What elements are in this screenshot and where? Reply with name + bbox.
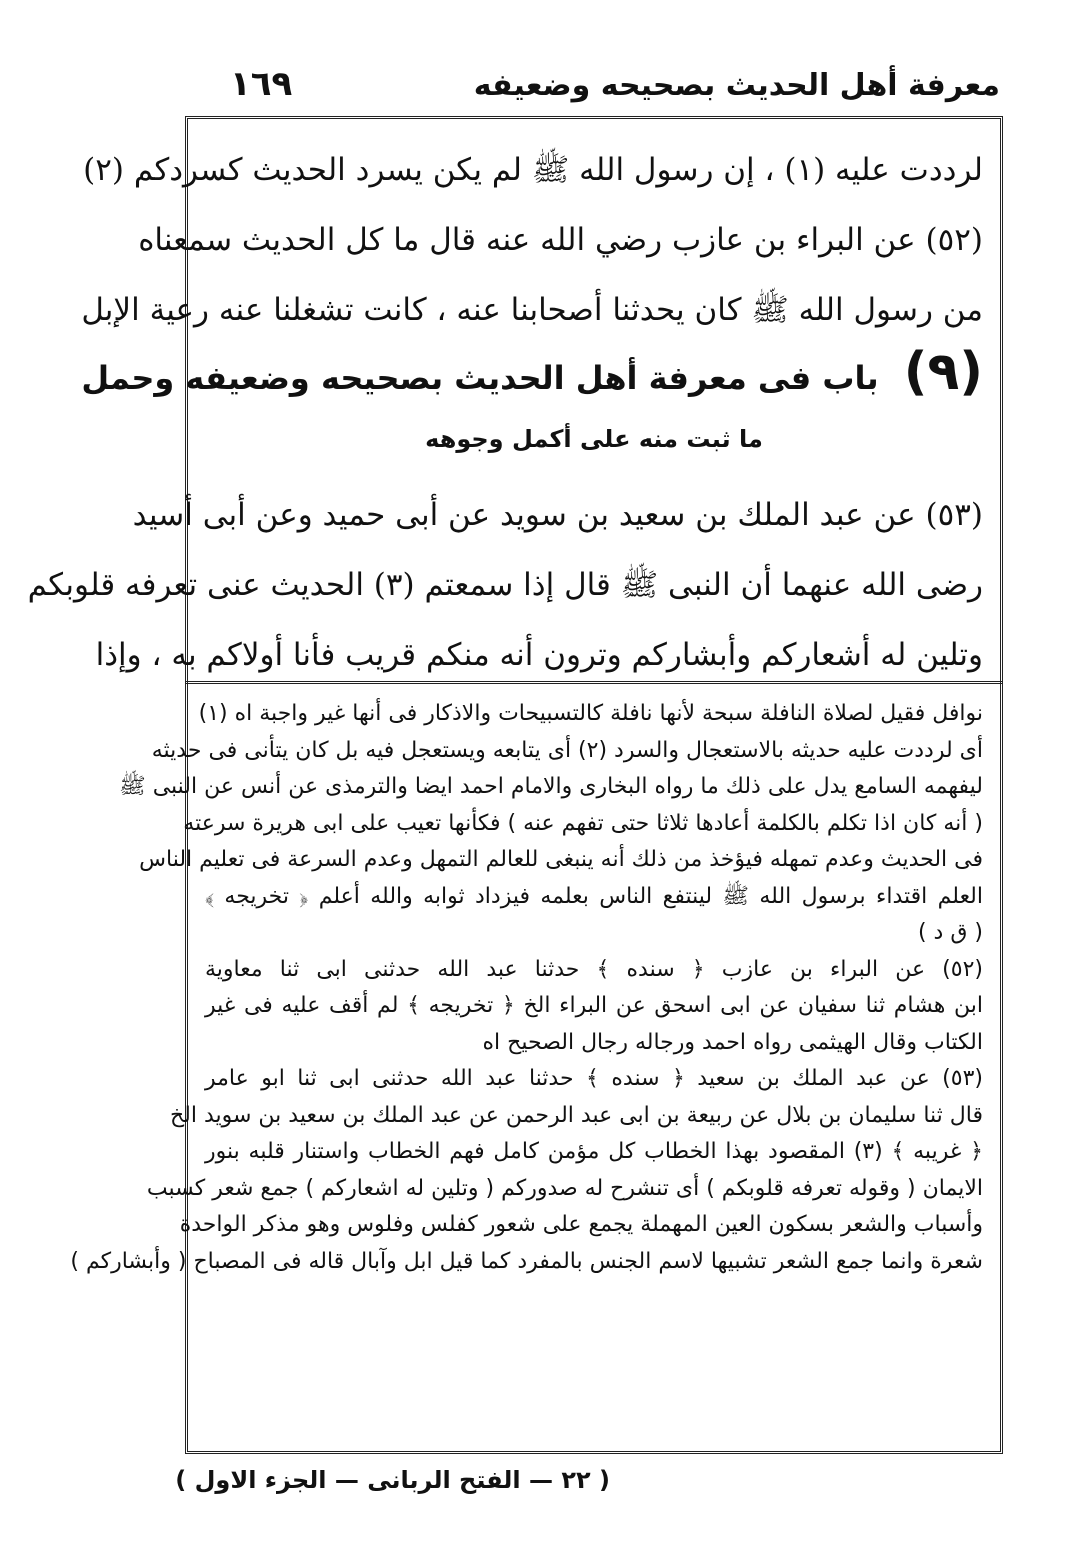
chapter-heading-line — [81, 335, 983, 415]
main-text-bottom — [27, 480, 983, 690]
chapter-number: (٩) — [903, 342, 983, 402]
footnote-line: فى الحديث وعدم تمهله فيؤخذ من ذلك أنه ينبغى للعالم التمهل وعدم السرعة فى تعليم الناس — [139, 847, 983, 872]
footnote-line: الكتاب وقال الهيثمى رواه احمد ورجاله رجال الصحيح اه — [482, 1029, 983, 1055]
main-line: لرددت عليه (١) ، إن رسول الله ﷺ لم يكن يسرد الحديث كسردكم (٢) — [83, 152, 983, 188]
footnote-line: شعرة وانما جمع الشعر تشبيها لاسم الجنس بالمفرد كما قيل ابل وآبال قاله فى المصباح ( وأبشاركم ) — [70, 1248, 983, 1274]
main-text-top — [81, 135, 983, 345]
chapter-subheading: ما ثبت منه على أكمل وجوهه — [425, 425, 763, 453]
running-title: معرفة أهل الحديث بصحيحه وضعيفه — [473, 68, 1000, 103]
page-header — [190, 64, 1000, 112]
main-line: وتلين له أشعاركم وأبشاركم وترون أنه منكم قريب فأنا أولاكم به ، وإذا — [95, 637, 983, 673]
main-line: (٥٢) عن البراء بن عازب رضي الله عنه قال ما كل الحديث سمعناه — [138, 222, 983, 258]
page-number: ١٦٩ — [230, 64, 293, 104]
main-line: (٥٣) عن عبد الملك بن سعيد بن سويد عن أبى حميد وعن أبى أسيد — [132, 497, 983, 533]
footnote-line: ( ق د ) — [917, 920, 983, 945]
footnote-line: ابن هشام ثنا سفيان عن ابى اسحق عن البراء الخ ﴿ تخريجه ﴾ لم أقف عليه فى غير — [205, 993, 983, 1018]
footnote-line: نوافل فقيل لصلاة النافلة سبحة لأنها نافلة كالتسبيحات والاذكار فى أنها غير واجبة اه (١) — [198, 701, 983, 726]
footnote-line: ليفهمه السامع يدل على ذلك ما رواه البخارى والامام احمد ايضا والترمذى عن أنس عن النبى ﷺ — [119, 774, 983, 799]
main-line: من رسول الله ﷺ كان يحدثنا أصحابنا عنه ، كانت تشغلنا عنه رعية الإبل — [81, 292, 983, 328]
footnote-line: وأسباب والشعر بسكون العين المهملة يجمع على شعور كفلس وفلوس وهو مذكر الواحدة — [179, 1212, 983, 1237]
footnote-line: ( أنه كان اذا تكلم بالكلمة أعادها ثلاثا حتى تفهم عنه ) فكأنها تعيب على ابى هريرة سرعته — [183, 810, 983, 836]
chapter-title-block — [81, 335, 983, 463]
footnote-line: (٥٣) عن عبد الملك بن سعيد ﴿ سنده ﴾ حدثنا عبد الله حدثنى ابى ثنا ابو عامر — [205, 1066, 983, 1091]
page-footer: ( ٢٢ — الفتح الربانى — الجزء الاول ) — [175, 1466, 610, 1494]
chapter-heading: باب فى معرفة أهل الحديث بصحيحه وضعيفه وحمل — [81, 359, 879, 397]
footnote-line: قال ثنا سليمان بن بلال عن ربيعة بن ابى عبد الرحمن عن عبد الملك بن سعيد بن سويد الخ — [169, 1102, 983, 1128]
footnote-line: ﴿ غريبه ﴾ (٣) المقصود بهذا الخطاب كل مؤمن كامل فهم الخطاب واستنار قلبه بنور — [205, 1139, 983, 1164]
footnote-line: العلم اقتداء برسول الله ﷺ لينتفع الناس بعلمه فيزداد ثوابه والله أعلم ﴿ تخريجه ﴾ — [205, 883, 983, 909]
footnote-line: أى لرددت عليه حديثه بالاستعجال والسرد (٢) أى يتابعه ويستعجل فيه بل كان يتأنى فى حديثه — [151, 737, 983, 763]
main-line: رضى الله عنهما أن النبى ﷺ قال إذا سمعتم (٣) الحديث عنى تعرفه قلوبكم — [27, 567, 983, 603]
footnote-line: الايمان ( وقوله تعرفه قلوبكم ) أى تنشرح له صدوركم ( وتلين له اشعاركم ) جمع شعر كسبب — [146, 1175, 983, 1201]
footnote-line: (٥٢) عن البراء بن عازب ﴿ سنده ﴾ حدثنا عبد الله حدثنى ابى ثنا معاوية — [205, 956, 983, 982]
footnotes — [70, 696, 983, 1280]
